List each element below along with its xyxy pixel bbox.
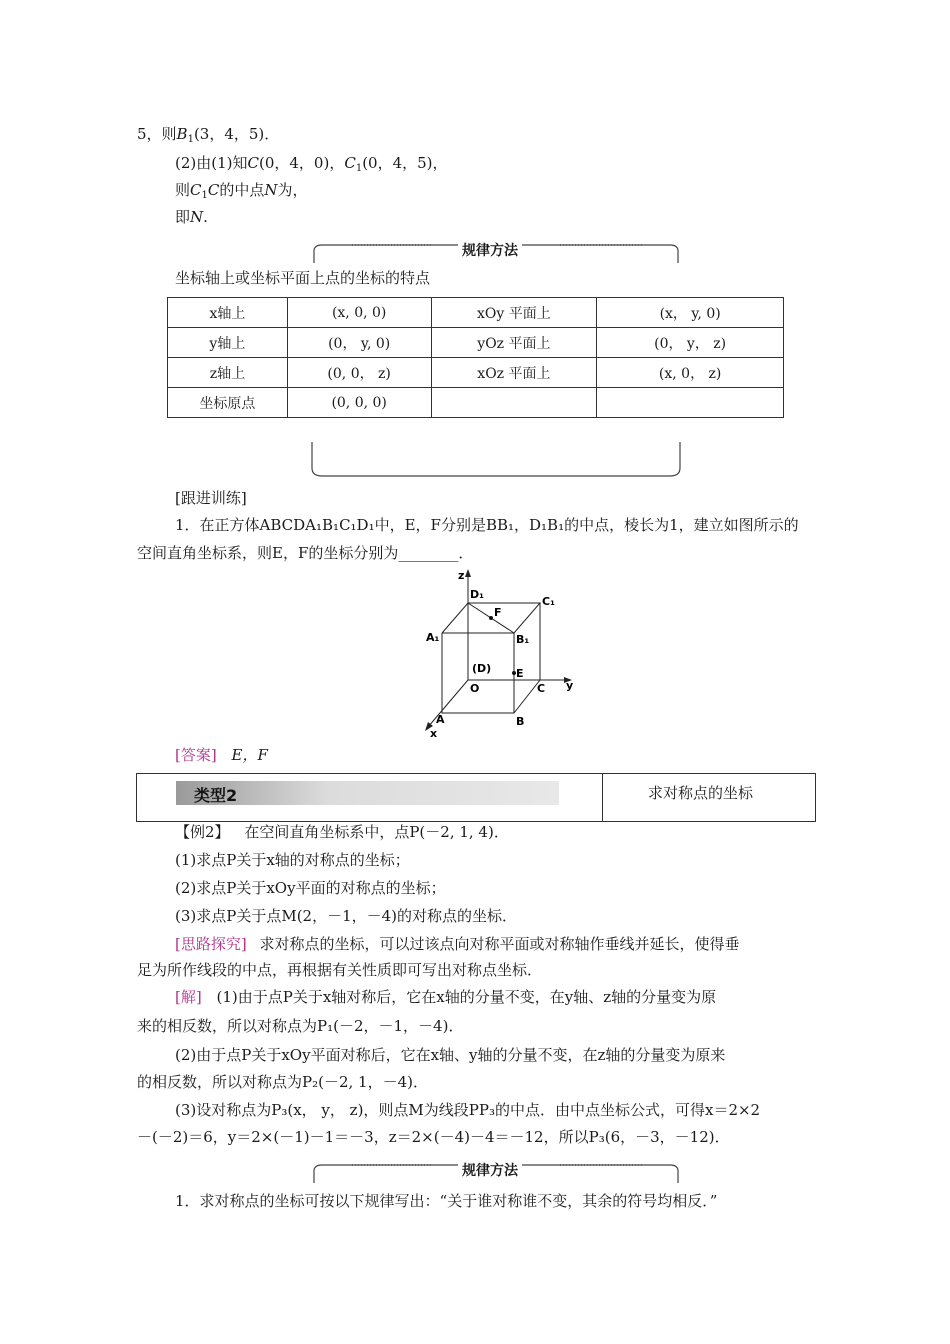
idea-text: 求对称点的坐标，可以过该点向对称平面或对称轴作垂线并延长，使得垂 xyxy=(259,935,740,953)
method-intro: 坐标轴上或坐标平面上点的坐标的特点 xyxy=(175,269,431,287)
text: N xyxy=(190,208,204,226)
coordinate-table xyxy=(167,297,784,418)
table-cell: (0， y, 0) xyxy=(287,328,431,358)
table-cell: (x, 0， z) xyxy=(597,358,784,388)
text: 1 xyxy=(201,190,208,201)
example-label: 【例2】 xyxy=(175,823,230,841)
table-row xyxy=(168,298,784,328)
table-cell: xOy 平面上 xyxy=(431,298,597,328)
method-banner xyxy=(312,237,680,265)
label-b1: B₁ xyxy=(516,633,530,646)
idea-label: [思路探究] xyxy=(175,935,247,953)
example-stem-line xyxy=(175,822,509,842)
sol3-line-1: (3)设对称点为P₃(x， y， z)，则点M为线段PP₃的中点．由中点坐标公式，可得x＝2×2 xyxy=(175,1101,761,1119)
table-cell xyxy=(431,388,597,418)
label-d1: D₁ xyxy=(470,588,484,601)
example-q1: (1)求点P关于x轴的对称点的坐标； xyxy=(175,851,410,869)
text: (3，4，5)． xyxy=(193,125,280,143)
table-row xyxy=(168,358,784,388)
text: 1 xyxy=(187,134,194,145)
text: (0，4，0)， xyxy=(258,154,345,172)
answer-text: E，F xyxy=(231,746,268,764)
label-e: E xyxy=(516,667,524,680)
label-x: x xyxy=(430,727,438,740)
text: C xyxy=(247,154,259,172)
z-arrow xyxy=(465,569,471,577)
label-d: (D) xyxy=(472,662,492,675)
sol1-line-1 xyxy=(175,987,716,1007)
idea-line-2: 足为所作线段的中点，再根据有关性质即可写出对称点坐标． xyxy=(137,961,543,979)
table-cell: x轴上 xyxy=(168,298,288,328)
solution-line-1 xyxy=(137,124,279,150)
table-cell: (0, 0， z) xyxy=(287,358,431,388)
table-cell: (x, 0, 0) xyxy=(287,298,431,328)
sol2-line-1: (2)由于点P关于xOy平面对称后，它在x轴、y轴的分量不变，在z轴的分量变为原来 xyxy=(175,1046,726,1064)
text: C xyxy=(207,181,220,199)
sol2-line-2: 的相反数，所以对称点为P₂(－2, 1，－4)． xyxy=(137,1073,428,1091)
label-z: z xyxy=(458,569,465,582)
text: C xyxy=(190,181,202,199)
label-a: A xyxy=(436,713,445,726)
table-cell: xOz 平面上 xyxy=(431,358,597,388)
x-axis xyxy=(428,680,468,727)
text: 即 xyxy=(175,208,191,226)
practice-label: [跟进训练] xyxy=(175,489,247,507)
table-cell: 坐标原点 xyxy=(168,388,288,418)
solution-line-4 xyxy=(175,207,208,227)
table-cell: (x， y, 0) xyxy=(597,298,784,328)
table-cell xyxy=(597,388,784,418)
text: 则 xyxy=(175,181,191,199)
label-b: B xyxy=(516,715,525,728)
banner-title: 规律方法 xyxy=(458,240,522,260)
table-cell: y轴上 xyxy=(168,328,288,358)
text: N xyxy=(264,181,278,199)
text: 1 xyxy=(355,163,363,174)
banner-title: 规律方法 xyxy=(458,1160,522,1180)
text: ， xyxy=(292,181,308,199)
text: (2)由(1)知 xyxy=(175,154,248,172)
table-cell: z轴上 xyxy=(168,358,288,388)
cube-figure xyxy=(420,565,580,745)
table-row xyxy=(168,328,784,358)
text: B xyxy=(176,125,188,143)
sol3-line-2: －(－2)＝6，y＝2×(－1)－1＝－3，z＝2×(－4)－4＝－12，所以P₃(6，－3，－12)． xyxy=(137,1128,730,1146)
table-row xyxy=(168,388,784,418)
answer-line xyxy=(175,745,268,765)
method2-rule-1: 1．求对称点的坐标可按以下规律写出：“关于谁对称谁不变，其余的符号均相反．” xyxy=(175,1192,718,1210)
table-cell: (0, 0, 0) xyxy=(287,388,431,418)
label-c1: C₁ xyxy=(542,595,555,608)
example-stem: 在空间直角坐标系中，点P(－2, 1, 4)． xyxy=(244,823,509,841)
type-tag-label: 类型2 xyxy=(194,786,238,805)
solution-line-2 xyxy=(175,153,448,179)
method-banner-2 xyxy=(312,1157,680,1185)
solution-line-3 xyxy=(175,180,308,206)
text: 的中点 xyxy=(219,181,265,199)
table-cell: (0， y， z) xyxy=(597,328,784,358)
sol1-line-2: 来的相反数，所以对称点为P₁(－2，－1，－4)． xyxy=(137,1017,464,1035)
label-c: C xyxy=(537,682,546,695)
text: 5，则 xyxy=(137,125,177,143)
table-cell: yOz 平面上 xyxy=(431,328,597,358)
sol1-text: (1)由于点P关于x轴对称后，它在x轴的分量不变，在y轴、z轴的分量变为原 xyxy=(216,988,717,1006)
label-a1: A₁ xyxy=(426,631,440,644)
text: . xyxy=(203,208,208,226)
idea-line-1 xyxy=(175,934,740,954)
label-f: F xyxy=(494,606,502,619)
practice-question-line-1: 1．在正方体ABCDA₁B₁C₁D₁中，E，F分别是BB₁，D₁B₁的中点，棱长为1，建立如图所示的 xyxy=(175,516,799,534)
text: 为 xyxy=(277,181,293,199)
example-q2: (2)求点P关于xOy平面的对称点的坐标； xyxy=(175,879,446,897)
type-title: 求对称点的坐标 xyxy=(648,784,754,802)
text: (0，4，5)， xyxy=(362,154,448,172)
point-f xyxy=(489,616,493,620)
answer-label: [答案] xyxy=(175,746,217,764)
solution-label: [解] xyxy=(175,988,202,1006)
method-box-bottom xyxy=(310,440,682,478)
type-divider xyxy=(602,773,603,821)
practice-question-line-2: 空间直角坐标系，则E，F的坐标分别为________． xyxy=(137,544,474,562)
label-o: O xyxy=(470,682,480,695)
text: C xyxy=(344,154,356,172)
type-tag xyxy=(176,781,559,805)
label-y: y xyxy=(566,679,574,692)
example-q3: (3)求点P关于点M(2，－1，－4)的对称点的坐标． xyxy=(175,907,518,925)
